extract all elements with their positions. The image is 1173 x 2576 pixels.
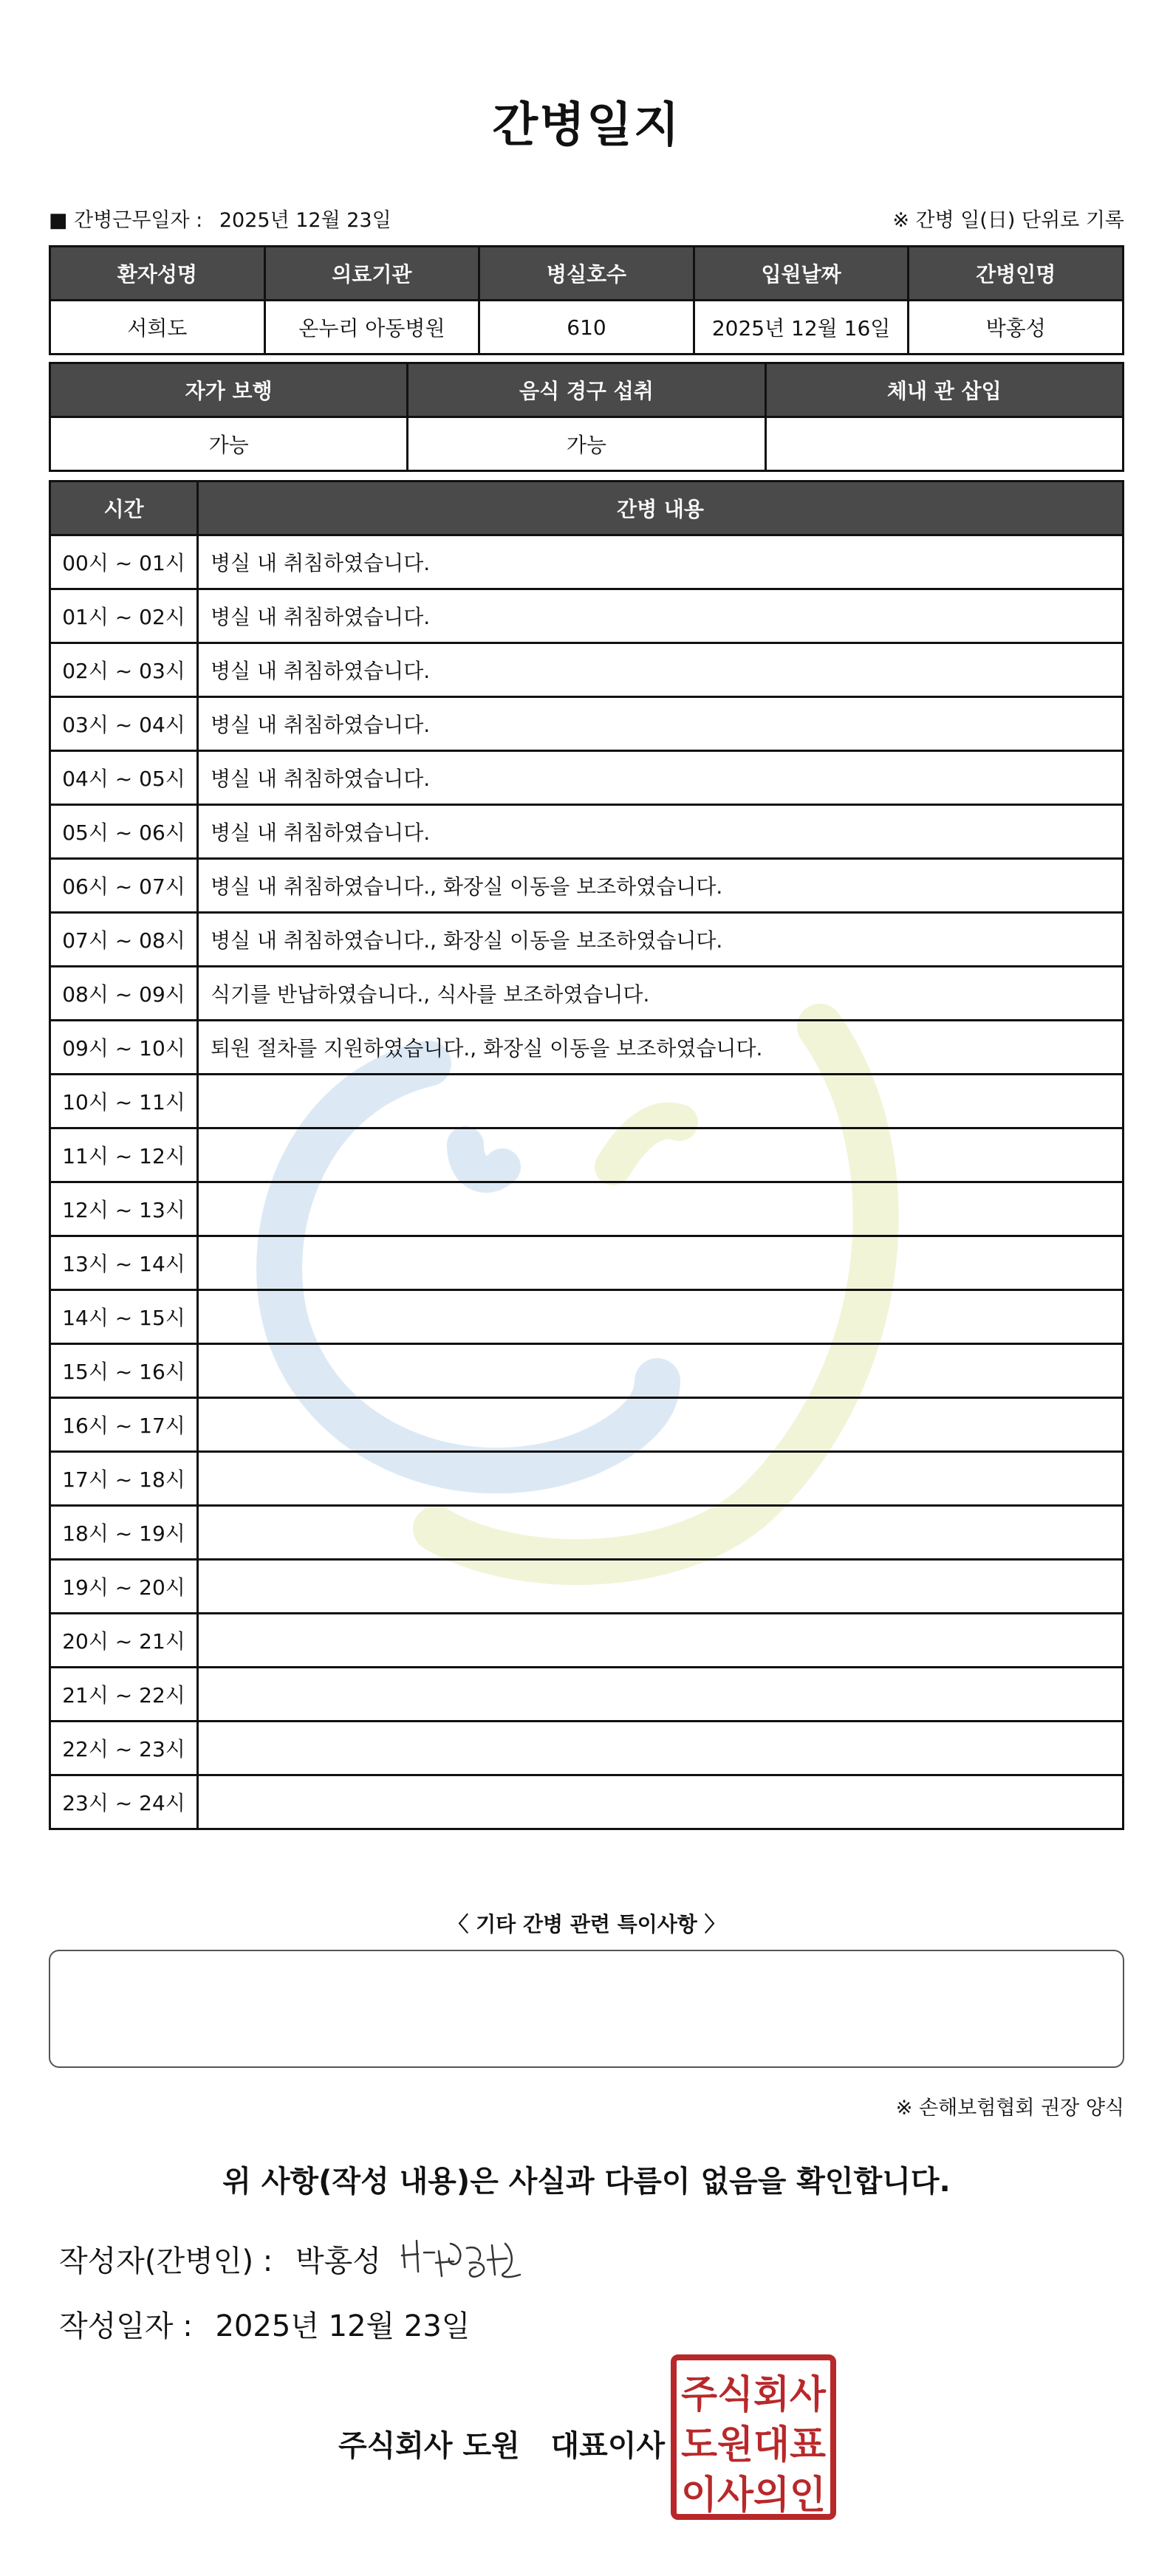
walking-cell: 가능: [50, 417, 408, 471]
header-time: 시간: [50, 482, 198, 535]
log-time-cell: 14시 ~ 15시: [50, 1290, 198, 1344]
seal-line-1: 주식회사: [681, 2373, 827, 2417]
log-content-cell: [198, 1398, 1124, 1452]
log-time-cell: 21시 ~ 22시: [50, 1668, 198, 1722]
log-row: [50, 697, 1124, 751]
log-content-cell: [198, 1452, 1124, 1506]
notes-box: [49, 1950, 1124, 2068]
status-value-row: [50, 417, 1124, 471]
page-title: 간병일지: [492, 98, 681, 153]
log-row: [50, 1182, 1124, 1236]
log-time-cell: 15시 ~ 16시: [50, 1344, 198, 1398]
log-content-cell: 병실 내 취침하였습니다.: [198, 643, 1124, 697]
work-date-label: ■ 간병근무일자 :: [49, 209, 203, 232]
log-row: [50, 1021, 1124, 1075]
log-row: [50, 1075, 1124, 1128]
log-row: [50, 967, 1124, 1021]
log-row: [50, 1506, 1124, 1560]
log-time-cell: 04시 ~ 05시: [50, 751, 198, 805]
hourly-log-table: [49, 480, 1124, 1830]
log-time-cell: 23시 ~ 24시: [50, 1775, 198, 1829]
patient-header-row: [50, 247, 1124, 301]
log-content-cell: [198, 1668, 1124, 1722]
hospital-cell: 온누리 아동병원: [264, 301, 479, 354]
written-date-line: [59, 2303, 470, 2345]
writer-label: 작성자(간병인) :: [59, 2244, 273, 2278]
notes-heading: 〈 기타 간병 관련 특이사항 〉: [448, 1912, 725, 1936]
written-date-value: 2025년 12월 23일: [215, 2309, 471, 2343]
patient-status-table: [49, 362, 1124, 472]
header-content: 간병 내용: [198, 482, 1124, 535]
log-content-cell: 병실 내 취침하였습니다.: [198, 697, 1124, 751]
log-time-cell: 10시 ~ 11시: [50, 1075, 198, 1128]
seal-line-2: 도원대표: [681, 2423, 826, 2467]
work-date-line: [49, 204, 391, 233]
log-content-cell: [198, 1128, 1124, 1182]
log-row: [50, 913, 1124, 967]
header-patient-name: 환자성명: [50, 247, 265, 301]
log-content-cell: [198, 1614, 1124, 1668]
log-time-cell: 20시 ~ 21시: [50, 1614, 198, 1668]
log-time-cell: 02시 ~ 03시: [50, 643, 198, 697]
handwritten-signature: [396, 2230, 529, 2289]
company-signature: 주식회사 도원 대표이사: [338, 2429, 666, 2463]
log-header-row: [50, 482, 1124, 535]
patient-value-row: [50, 301, 1124, 354]
log-content-cell: 병실 내 취침하였습니다.: [198, 535, 1124, 589]
caregiver-name-cell: 박홍성: [909, 301, 1124, 354]
log-time-cell: 09시 ~ 10시: [50, 1021, 198, 1075]
log-row: [50, 859, 1124, 913]
log-content-cell: [198, 1344, 1124, 1398]
log-row: [50, 1722, 1124, 1775]
log-row: [50, 589, 1124, 643]
log-time-cell: 00시 ~ 01시: [50, 535, 198, 589]
header-oral-intake: 음식 경구 섭취: [408, 363, 765, 417]
log-time-cell: 07시 ~ 08시: [50, 913, 198, 967]
log-time-cell: 08시 ~ 09시: [50, 967, 198, 1021]
log-row: [50, 1775, 1124, 1829]
record-note: ※ 간병 일(日) 단위로 기록: [892, 209, 1124, 232]
oral-intake-cell: 가능: [408, 417, 765, 471]
log-time-cell: 01시 ~ 02시: [50, 589, 198, 643]
notes-text: [50, 1951, 1123, 1975]
work-date-value: 2025년 12월 23일: [219, 209, 391, 232]
log-content-cell: 병실 내 취침하였습니다., 화장실 이동을 보조하였습니다.: [198, 859, 1124, 913]
log-row: [50, 1344, 1124, 1398]
admission-date-cell: 2025년 12월 16일: [694, 301, 909, 354]
log-row: [50, 535, 1124, 589]
header-walking: 자가 보행: [50, 363, 408, 417]
tube-cell: [765, 417, 1123, 471]
header-caregiver-name: 간병인명: [909, 247, 1124, 301]
log-row: [50, 1614, 1124, 1668]
log-content-cell: [198, 1236, 1124, 1290]
log-row: [50, 1290, 1124, 1344]
log-content-cell: 병실 내 취침하였습니다., 화장실 이동을 보조하였습니다.: [198, 913, 1124, 967]
header-hospital: 의료기관: [264, 247, 479, 301]
log-row: [50, 751, 1124, 805]
room-cell: 610: [479, 301, 694, 354]
log-content-cell: [198, 1182, 1124, 1236]
header-room: 병실호수: [479, 247, 694, 301]
log-content-cell: [198, 1722, 1124, 1775]
log-row: [50, 643, 1124, 697]
log-row: [50, 1560, 1124, 1614]
log-time-cell: 06시 ~ 07시: [50, 859, 198, 913]
log-time-cell: 12시 ~ 13시: [50, 1182, 198, 1236]
log-row: [50, 1452, 1124, 1506]
log-content-cell: 퇴원 절차를 지원하였습니다., 화장실 이동을 보조하였습니다.: [198, 1021, 1124, 1075]
log-row: [50, 1398, 1124, 1452]
log-row: [50, 805, 1124, 859]
log-content-cell: 식기를 반납하였습니다., 식사를 보조하였습니다.: [198, 967, 1124, 1021]
log-time-cell: 19시 ~ 20시: [50, 1560, 198, 1614]
header-admission-date: 입원날짜: [694, 247, 909, 301]
log-content-cell: 병실 내 취침하였습니다.: [198, 805, 1124, 859]
log-content-cell: [198, 1075, 1124, 1128]
log-content-cell: 병실 내 취침하였습니다.: [198, 589, 1124, 643]
log-time-cell: 18시 ~ 19시: [50, 1506, 198, 1560]
writer-line: [59, 2238, 381, 2280]
log-time-cell: 05시 ~ 06시: [50, 805, 198, 859]
log-row: [50, 1128, 1124, 1182]
patient-name-cell: 서희도: [50, 301, 265, 354]
confirm-statement: 위 사항(작성 내용)은 사실과 다름이 없음을 확인합니다.: [222, 2165, 951, 2199]
written-date-label: 작성일자 :: [59, 2309, 193, 2343]
log-time-cell: 17시 ~ 18시: [50, 1452, 198, 1506]
status-header-row: [50, 363, 1124, 417]
log-time-cell: 03시 ~ 04시: [50, 697, 198, 751]
log-content-cell: [198, 1290, 1124, 1344]
log-content-cell: [198, 1506, 1124, 1560]
company-seal: [669, 2353, 838, 2521]
log-content-cell: 병실 내 취침하였습니다.: [198, 751, 1124, 805]
log-time-cell: 22시 ~ 23시: [50, 1722, 198, 1775]
seal-line-3: 이사의인: [681, 2473, 826, 2518]
log-row: [50, 1668, 1124, 1722]
header-tube: 체내 관 삽입: [765, 363, 1123, 417]
log-time-cell: 13시 ~ 14시: [50, 1236, 198, 1290]
writer-name: 박홍성: [295, 2244, 381, 2278]
log-row: [50, 1236, 1124, 1290]
log-time-cell: 11시 ~ 12시: [50, 1128, 198, 1182]
patient-info-table: [49, 245, 1124, 355]
log-content-cell: [198, 1775, 1124, 1829]
log-time-cell: 16시 ~ 17시: [50, 1398, 198, 1452]
recommend-note: ※ 손해보험협회 권장 양식: [895, 2097, 1124, 2120]
log-content-cell: [198, 1560, 1124, 1614]
